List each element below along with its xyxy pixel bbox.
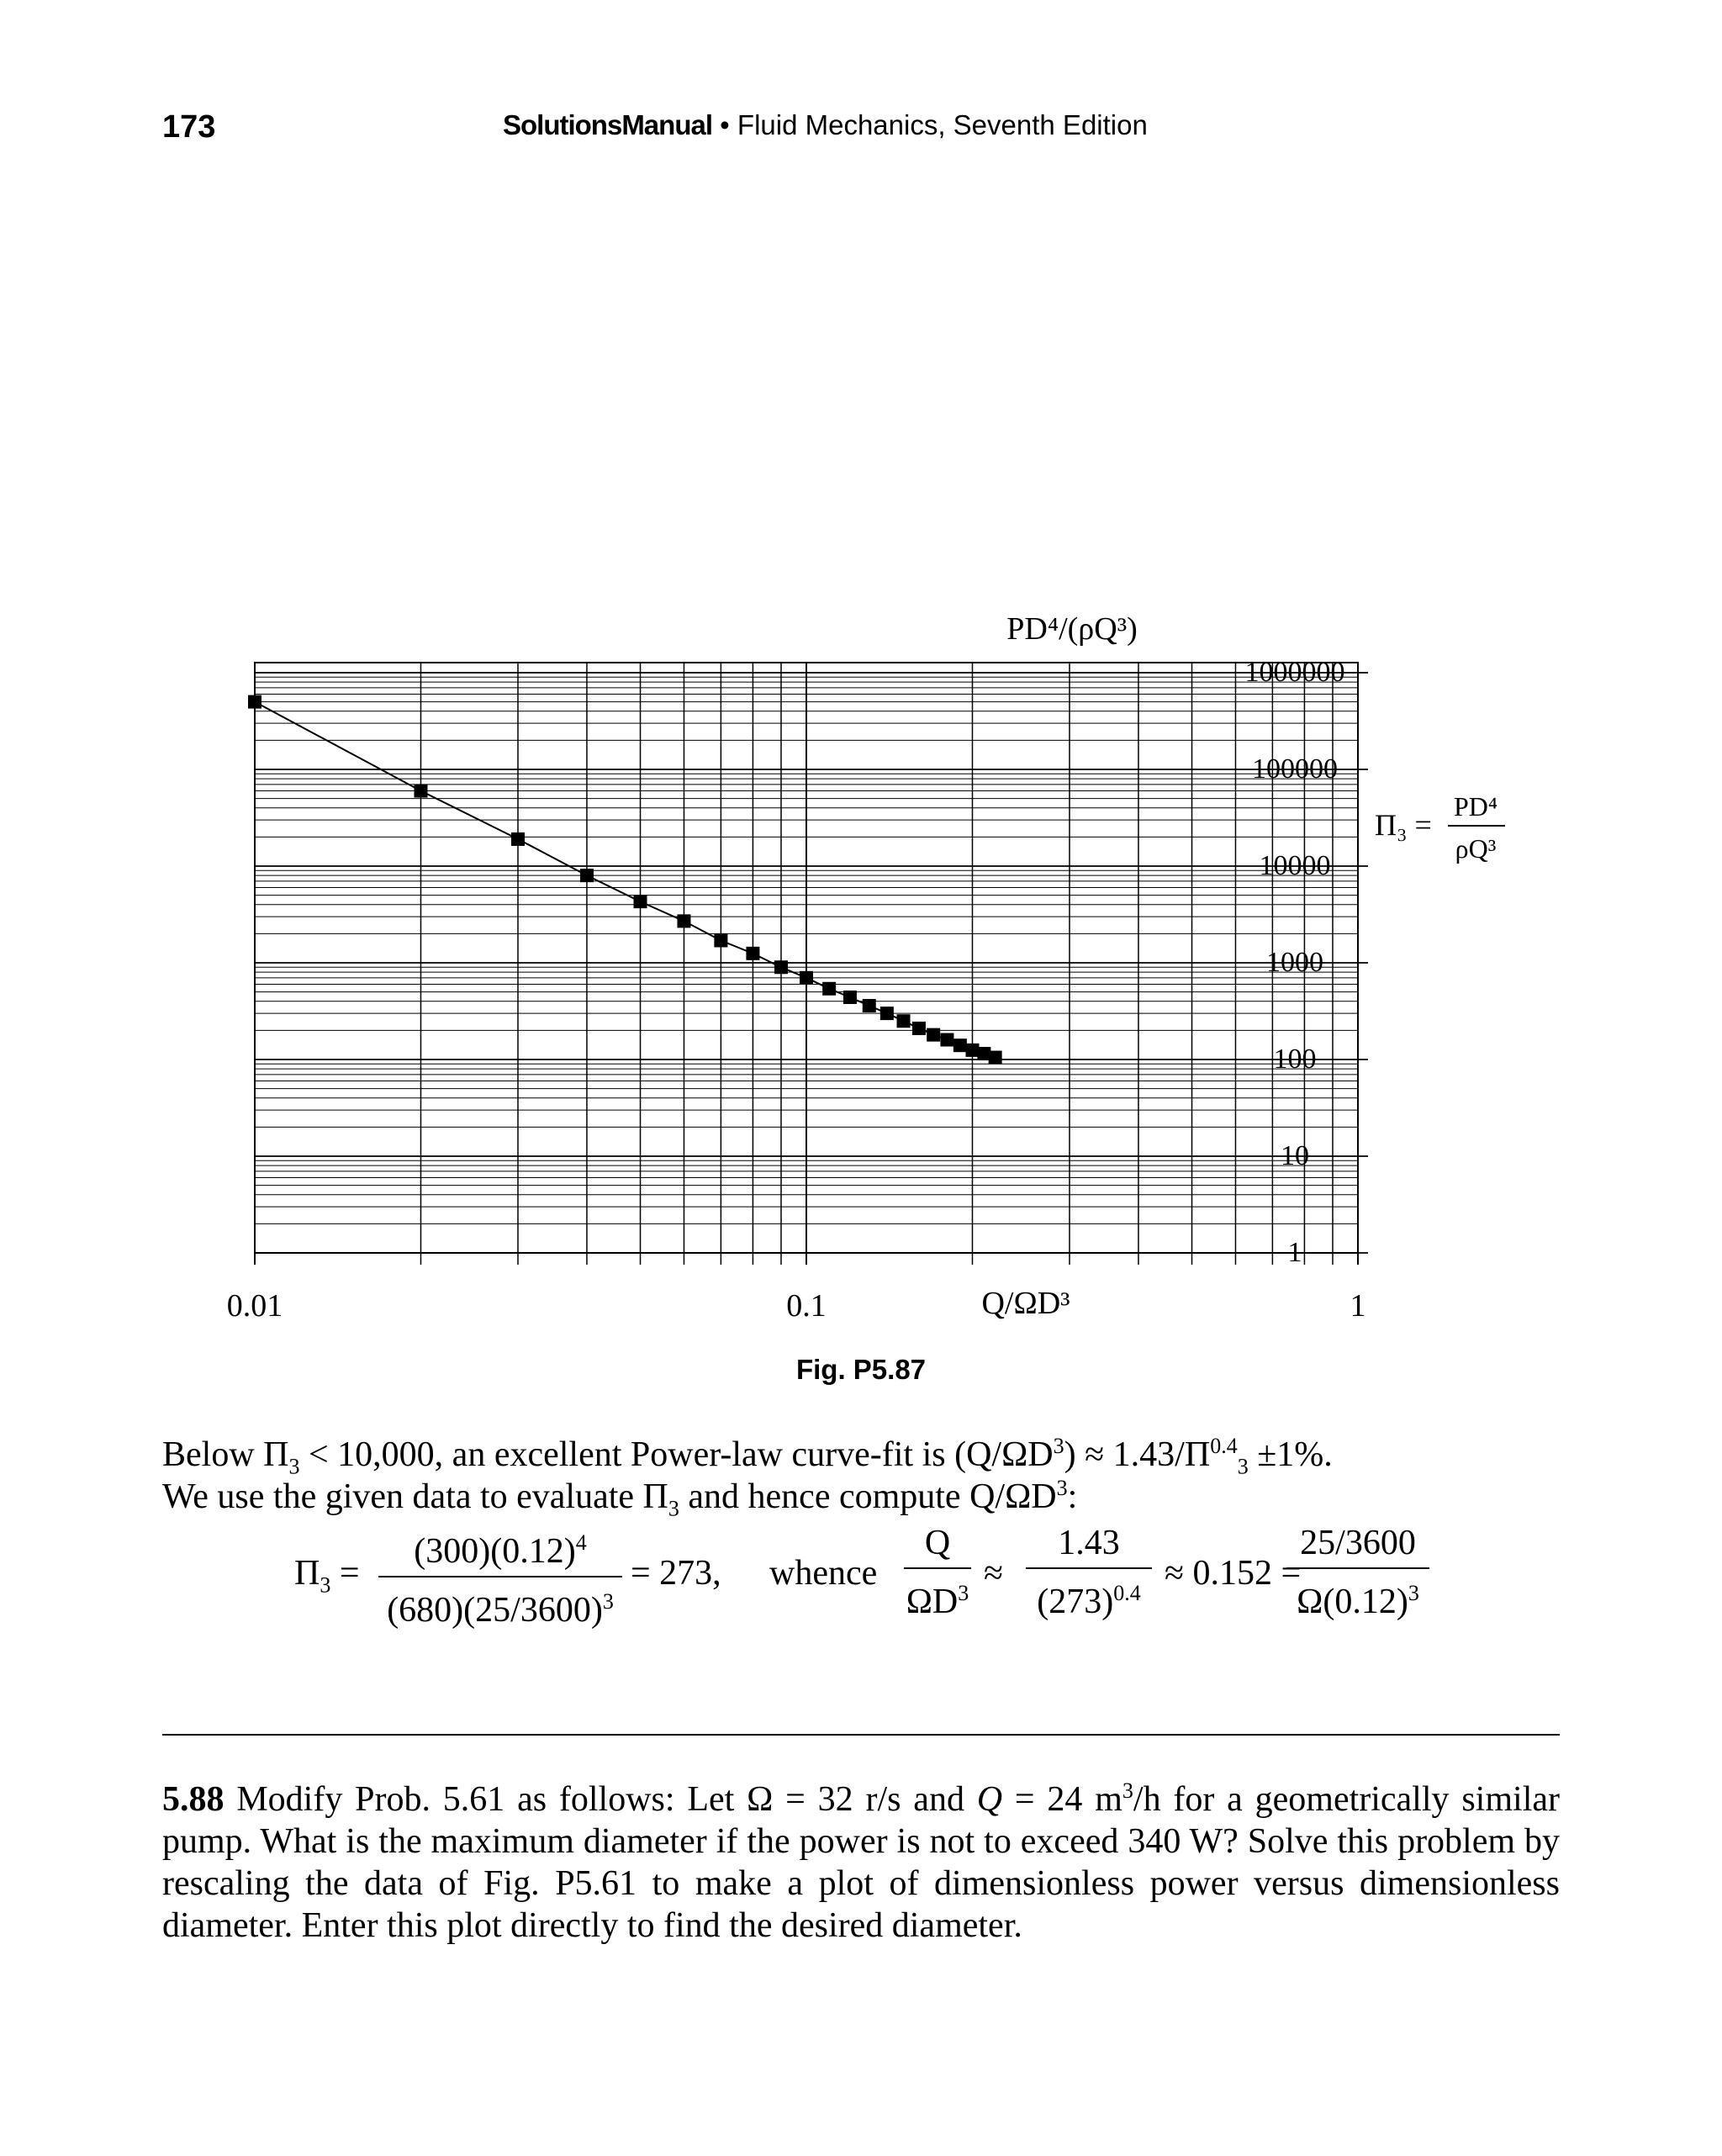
chart-series-line [255, 702, 996, 1058]
evaluate-paragraph [162, 1467, 1560, 1530]
eq-result-2: ≈ 0.152 = [1165, 1554, 1302, 1593]
pi3-equation [294, 1522, 1513, 1631]
y-axis-title: PD⁴/(ρQ³) [1006, 614, 1138, 647]
page-number: 173 [162, 109, 216, 145]
annotation-denominator: ρQ³ [1455, 833, 1497, 864]
data-point [414, 785, 427, 798]
eq-fraction-1: $(300)(0.12)^4$ $(680)(25/3600)^3$ [378, 1522, 622, 1631]
data-point [897, 1014, 911, 1028]
p2-sub: 3 [668, 1496, 679, 1521]
y-tick-label: 10000 [1259, 850, 1331, 881]
p1-sub: 3 [288, 1454, 300, 1479]
p1-prefix: Below Π [162, 1435, 289, 1474]
p1-middle: < 10,000, an excellent Power-law curve-fit is (Q/ΩD [299, 1435, 1054, 1474]
data-point [800, 971, 813, 985]
x-tick-label: 1 [1350, 1288, 1366, 1324]
data-point [774, 960, 788, 974]
eq-fraction-3: 1.43 $(273)^{0.4}$ [1026, 1522, 1152, 1623]
problem-text-1: Modify Prob. 5.61 as follows: Let Ω = 32 r/s and [224, 1780, 977, 1819]
p1-sup2: 0.4 [1210, 1434, 1238, 1458]
data-point [511, 832, 525, 846]
data-point [863, 999, 876, 1012]
data-point [940, 1033, 953, 1047]
p1-sub2: 3 [1237, 1454, 1249, 1479]
data-point [714, 933, 727, 947]
problem-text-2: = 24 m [1002, 1780, 1122, 1819]
eq-lhs: $\Pi_3$ = [294, 1554, 360, 1598]
p1-tail: ±1%. [1248, 1435, 1333, 1474]
header-separator: • [720, 109, 730, 140]
problem-sup: 3 [1122, 1778, 1133, 1803]
annotation-lhs: Π₃ = [1375, 808, 1432, 842]
data-point [965, 1044, 979, 1057]
eq-fraction-4: 25/3600 $\Omega(0.12)^3$ [1286, 1522, 1429, 1623]
y-tick-label: 1000 [1266, 947, 1323, 978]
manual-name: SolutionsManual [503, 109, 712, 140]
problem-text-3: /h for a geometrically similar pump. What is the maximum diameter if the power is not to exceed 340 W? Solve this problem by rescaling the data of Fig. P5.61 to make a plot of dimensionless power versus dimensionless diameter. Enter this plot directly to find the desired diameter. [162, 1780, 1560, 1945]
problem-number: 5.88 [162, 1780, 224, 1819]
eq-fraction-2: Q $\Omega D^3$ [904, 1522, 971, 1623]
data-point [843, 991, 857, 1004]
running-header [503, 109, 1148, 141]
data-point [746, 947, 759, 960]
eq-whence: whence [769, 1554, 878, 1593]
chart-grid [255, 663, 1368, 1265]
data-point [634, 895, 647, 908]
p1-sup1: 3 [1053, 1434, 1064, 1458]
x-axis-title: Q/ΩD³ [981, 1286, 1070, 1321]
log-log-chart [0, 614, 1722, 1354]
book-title: Fluid Mechanics, Seventh Edition [737, 109, 1148, 140]
y-tick-label: 100000 [1252, 753, 1338, 785]
data-point [822, 982, 836, 996]
y-tick-label: 1000000 [1244, 657, 1345, 688]
problem-q: Q [976, 1780, 1003, 1819]
y-tick-label: 1 [1287, 1237, 1302, 1268]
eq-approx-1: ≈ [984, 1554, 1004, 1593]
data-point [927, 1028, 940, 1042]
x-tick-label: 0.01 [226, 1288, 283, 1324]
data-point [953, 1038, 967, 1052]
p2-sup: 3 [1056, 1476, 1068, 1500]
series-line [255, 702, 996, 1058]
p2-prefix: We use the given data to evaluate Π [162, 1477, 668, 1516]
data-point [248, 695, 261, 709]
problem-5-88 [162, 1770, 1560, 1947]
p2-middle: and hence compute Q/ΩD [679, 1477, 1057, 1516]
data-point [677, 914, 690, 927]
data-point [989, 1051, 1002, 1065]
data-point [912, 1022, 926, 1035]
x-tick-label: 0.1 [786, 1288, 827, 1324]
data-point [880, 1007, 894, 1020]
section-divider [162, 1734, 1560, 1736]
data-point [580, 869, 594, 882]
figure-caption: Fig. P5.87 [795, 1354, 927, 1385]
p2-tail: : [1067, 1477, 1078, 1516]
eq-result-1: = 273, [631, 1554, 721, 1593]
annotation-numerator: PD⁴ [1453, 791, 1498, 822]
p1-after: ) ≈ 1.43/Π [1064, 1435, 1211, 1474]
y-tick-label: 100 [1273, 1044, 1317, 1075]
y-tick-label: 10 [1281, 1140, 1309, 1171]
chart-points [248, 695, 1002, 1065]
chart-labels [227, 614, 1505, 1324]
